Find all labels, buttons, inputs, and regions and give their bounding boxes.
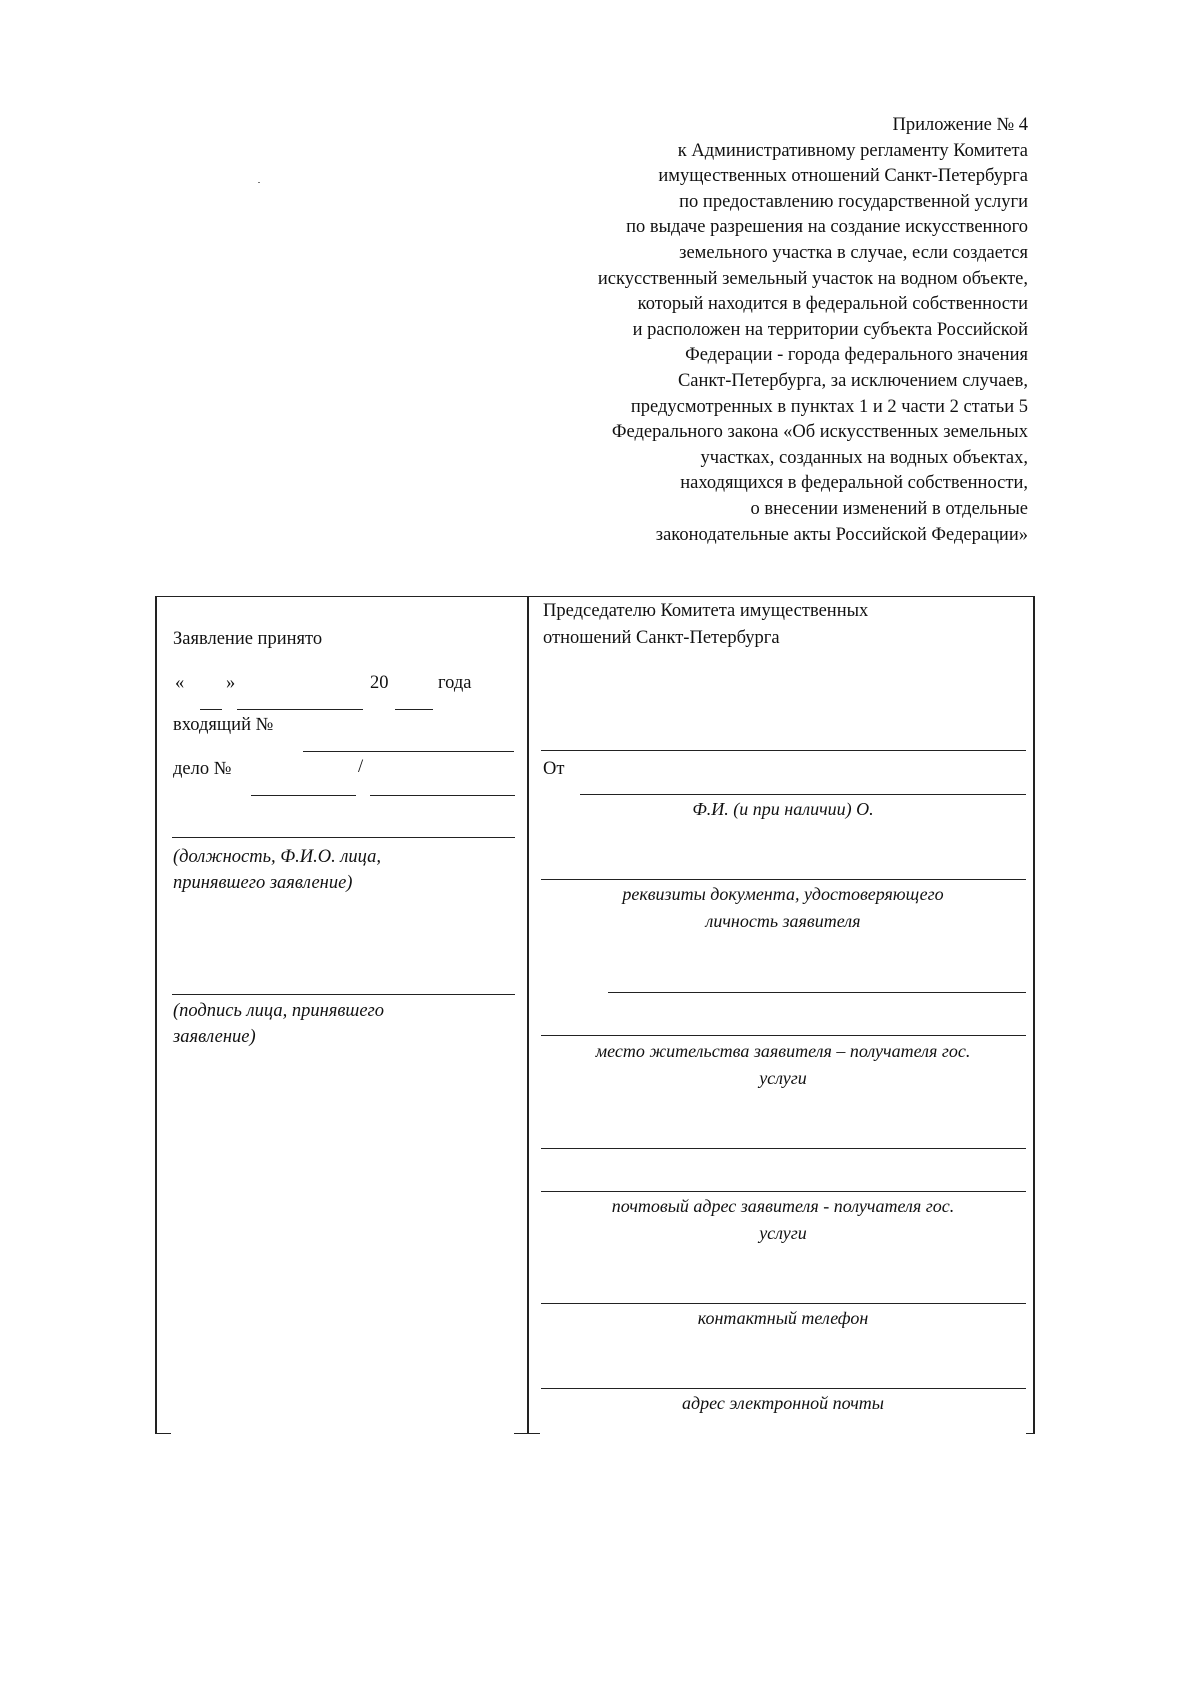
header-line: по предоставлению государственной услуги: [679, 191, 1028, 212]
year-field[interactable]: [395, 709, 433, 710]
header-line: по выдаче разрешения на создание искусственного: [626, 217, 1028, 238]
frame-left-border: [155, 596, 157, 1434]
case-number-label: дело №: [173, 759, 232, 779]
header-line: находящихся в федеральной собственности,: [680, 473, 1028, 494]
position-fio-field[interactable]: [172, 837, 515, 838]
header-line: земельного участка в случае, если создается: [679, 242, 1028, 263]
header-line: Приложение № 4: [892, 115, 1028, 135]
appendix-header: [428, 113, 1028, 548]
residence-extra-field[interactable]: [608, 992, 1026, 993]
header-line: Федерации - города федерального значения: [685, 345, 1028, 366]
date-quote-close: »: [226, 673, 236, 693]
identity-document-caption: реквизиты документа, удостоверяющего: [622, 884, 944, 904]
case-number-field[interactable]: [251, 795, 356, 796]
year-suffix: года: [438, 673, 472, 693]
frame-bottom-center-tick: [514, 1433, 540, 1434]
applicant-fio-caption: Ф.И. (и при наличии) О.: [692, 799, 874, 819]
header-line: участках, созданных на водных объектах,: [700, 447, 1028, 468]
email-caption: адрес электронной почты: [682, 1393, 884, 1413]
from-label: От: [543, 759, 565, 779]
header-line: Федерального закона «Об искусственных земельных: [611, 422, 1028, 443]
phone-caption: контактный телефон: [697, 1308, 869, 1328]
signature-caption: заявление): [173, 1027, 256, 1047]
month-field[interactable]: [237, 709, 363, 710]
header-line: законодательные акты Российской Федерации»: [655, 524, 1028, 545]
position-fio-caption: принявшего заявление): [173, 873, 353, 893]
header-line: Санкт-Петербурга, за исключением случаев,: [677, 370, 1028, 391]
signature-caption: (подпись лица, принявшего: [173, 1001, 385, 1021]
addressee-line: отношений Санкт-Петербурга: [543, 628, 780, 648]
position-fio-caption: (должность, Ф.И.О. лица,: [173, 847, 382, 867]
incoming-number-label: входящий №: [173, 715, 274, 735]
header-line: имущественных отношений Санкт-Петербурга: [658, 166, 1028, 187]
header-line: о внесении изменений в отдельные: [750, 498, 1028, 519]
accepted-label: Заявление принято: [173, 629, 323, 649]
scan-speck: [258, 182, 260, 183]
addressee-extra-field[interactable]: [541, 750, 1026, 751]
residence-caption: услуги: [759, 1068, 807, 1088]
residence-caption: место жительства заявителя – получателя гос.: [595, 1041, 971, 1061]
frame-right-border: [1033, 596, 1035, 1434]
header-line: и расположен на территории субъекта Российской: [632, 319, 1028, 340]
residence-field[interactable]: [541, 1035, 1026, 1036]
postal-extra-field[interactable]: [541, 1148, 1026, 1149]
postal-address-caption: услуги: [759, 1223, 807, 1243]
postal-address-caption: почтовый адрес заявителя - получателя гос.: [611, 1196, 955, 1216]
frame-center-divider: [527, 596, 529, 1434]
date-quote-open: «: [175, 673, 185, 693]
case-number-separator: /: [358, 757, 364, 777]
header-line: искусственный земельный участок на водном объекте,: [597, 268, 1028, 289]
frame-bottom-right-tick: [1026, 1433, 1035, 1434]
header-line: который находится в федеральной собственности: [637, 294, 1028, 315]
header-line: к Административному регламенту Комитета: [677, 140, 1028, 161]
frame-bottom-left-tick: [155, 1433, 171, 1434]
signature-field[interactable]: [172, 994, 515, 995]
case-number-suffix-field[interactable]: [370, 795, 515, 796]
day-field[interactable]: [200, 709, 222, 710]
incoming-number-field[interactable]: [303, 751, 514, 752]
addressee-line: Председателю Комитета имущественных: [543, 601, 869, 621]
frame-top-line: [155, 596, 1035, 597]
header-line: предусмотренных в пунктах 1 и 2 части 2 статьи 5: [630, 396, 1028, 417]
identity-document-caption: личность заявителя: [705, 911, 861, 931]
year-prefix: 20: [370, 673, 389, 693]
